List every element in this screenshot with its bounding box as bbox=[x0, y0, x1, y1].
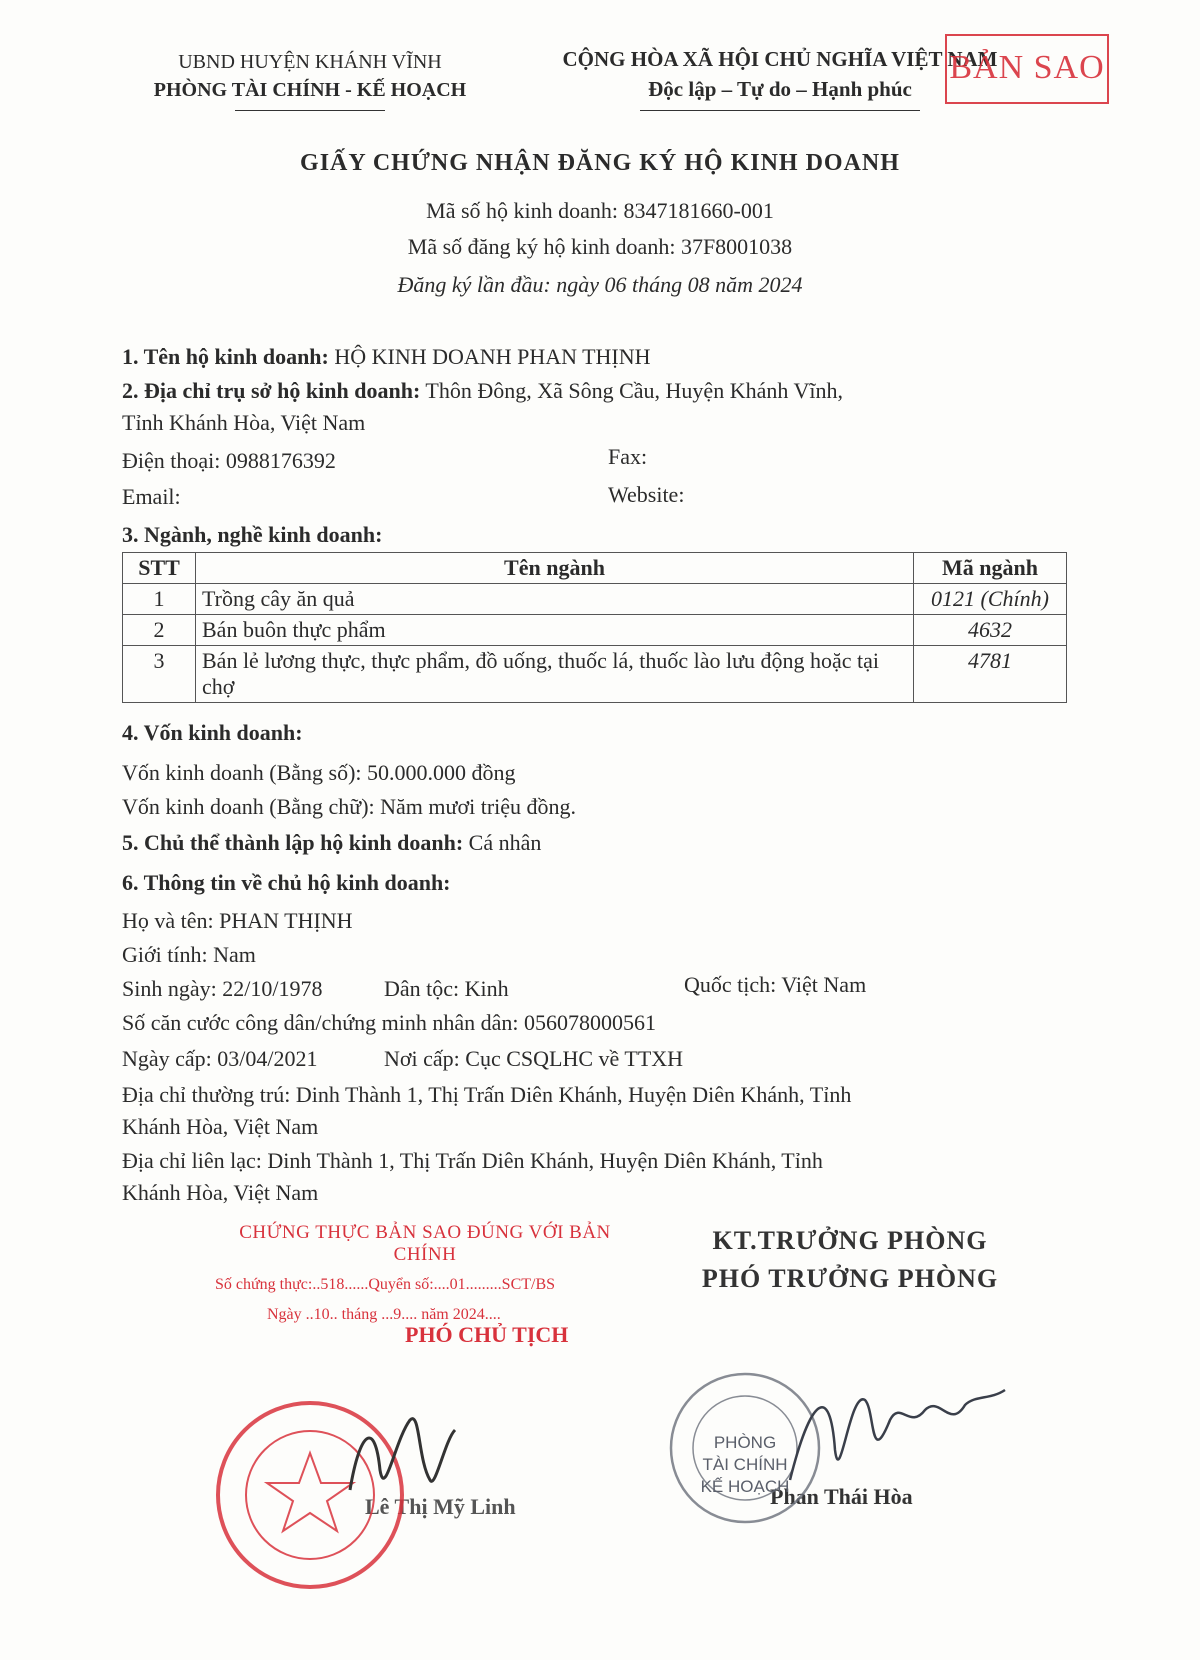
capital-words: Vốn kinh doanh (Bằng chữ): Năm mươi triệu đồng. bbox=[122, 794, 577, 819]
section-2 bbox=[122, 374, 843, 408]
owner-ethnic: Dân tộc: Kinh bbox=[384, 976, 509, 1001]
certifier-signature bbox=[340, 1400, 460, 1510]
id-issue-date: Ngày cấp: 03/04/2021 bbox=[122, 1046, 318, 1071]
signer-position: PHÓ TRƯỞNG PHÒNG bbox=[701, 1264, 999, 1293]
website: Website: bbox=[608, 482, 685, 507]
certification-number: Số chứng thực:..518......Quyển số:....01.........SCT/BS bbox=[215, 1276, 556, 1293]
capital-number: Vốn kinh doanh (Bằng số): 50.000.000 đồng bbox=[122, 760, 516, 785]
permanent-address-2: Khánh Hòa, Việt Nam bbox=[122, 1114, 319, 1139]
owner-dob: Sinh ngày: 22/10/1978 bbox=[122, 976, 323, 1001]
national-motto: Độc lập – Tự do – Hạnh phúc bbox=[648, 77, 912, 101]
col-ma-nganh: Mã ngành bbox=[914, 553, 1067, 584]
id-issue-place: Nơi cấp: Cục CSQLHC về TTXH bbox=[384, 1046, 684, 1071]
certifier-position: PHÓ CHỦ TỊCH bbox=[405, 1322, 569, 1347]
section-1 bbox=[122, 340, 651, 374]
section-5 bbox=[122, 826, 541, 860]
founder-type: Cá nhân bbox=[468, 830, 542, 855]
owner-name: Họ và tên: PHAN THỊNH bbox=[122, 908, 353, 933]
signer-signature bbox=[780, 1360, 1010, 1500]
seal-line: KẾ HOẠCH bbox=[700, 1477, 790, 1496]
row-code: 4781 bbox=[914, 646, 1067, 703]
contact-address-2: Khánh Hòa, Việt Nam bbox=[122, 1180, 319, 1205]
business-code: Mã số hộ kinh doanh: 8347181660-001 bbox=[426, 198, 774, 223]
table-row bbox=[123, 615, 1067, 646]
signer-name: Phan Thái Hòa bbox=[770, 1484, 913, 1509]
motto-underline bbox=[640, 110, 920, 111]
registration-code: Mã số đăng ký hộ kinh doanh: 37F8001038 bbox=[407, 234, 793, 259]
copy-stamp: BẢN SAO bbox=[945, 34, 1109, 104]
signer-authority: KT.TRƯỞNG PHÒNG bbox=[712, 1226, 988, 1255]
contact-address-1: Địa chỉ liên lạc: Dinh Thành 1, Thị Trấn Diên Khánh, Huyện Diên Khánh, Tỉnh bbox=[122, 1148, 823, 1173]
issuer-header bbox=[100, 48, 520, 111]
section-3-label: 3. Ngành, nghề kinh doanh: bbox=[122, 522, 383, 547]
owner-nationality: Quốc tịch: Việt Nam bbox=[684, 972, 867, 997]
col-ten-nganh: Tên ngành bbox=[196, 553, 914, 584]
row-code: 0121 (Chính) bbox=[914, 584, 1067, 615]
business-lines-table bbox=[122, 552, 1067, 703]
table-row bbox=[123, 646, 1067, 703]
certification-date: Ngày ..10.. tháng ...9.... năm 2024.... bbox=[267, 1306, 501, 1323]
row-name: Bán lẻ lương thực, thực phẩm, đồ uống, thuốc lá, thuốc lào lưu động hoặc tại chợ bbox=[196, 646, 914, 703]
issuer-district: UBND HUYỆN KHÁNH VĨNH bbox=[178, 51, 442, 73]
section-5-label: 5. Chủ thể thành lập hộ kinh doanh: bbox=[122, 830, 464, 855]
issuer-underline bbox=[235, 110, 385, 111]
section-1-label: 1. Tên hộ kinh doanh: bbox=[122, 344, 329, 369]
owner-gender: Giới tính: Nam bbox=[122, 942, 256, 967]
address-line-1: Thôn Đông, Xã Sông Cầu, Huyện Khánh Vĩnh, bbox=[425, 378, 843, 403]
email: Email: bbox=[122, 484, 181, 509]
fax: Fax: bbox=[608, 444, 648, 469]
first-registration-date: Đăng ký lần đầu: ngày 06 tháng 08 năm 2024 bbox=[397, 272, 803, 297]
seal-line: TÀI CHÍNH bbox=[702, 1455, 788, 1474]
national-name: CỘNG HÒA XÃ HỘI CHỦ NGHĨA VIỆT NAM bbox=[562, 47, 998, 71]
section-6-label: 6. Thông tin về chủ hộ kinh doanh: bbox=[122, 870, 451, 895]
section-2-label: 2. Địa chỉ trụ sở hộ kinh doanh: bbox=[122, 378, 421, 403]
owner-id: Số căn cước công dân/chứng minh nhân dân: 056078000561 bbox=[122, 1010, 657, 1035]
permanent-address-1: Địa chỉ thường trú: Dinh Thành 1, Thị Trấn Diên Khánh, Huyện Diên Khánh, Tỉnh bbox=[122, 1082, 852, 1107]
table-header-row bbox=[123, 553, 1067, 584]
row-name: Bán buôn thực phẩm bbox=[196, 615, 914, 646]
certifier-name: Lê Thị Mỹ Linh bbox=[365, 1494, 516, 1519]
issuer-office: PHÒNG TÀI CHÍNH - KẾ HOẠCH bbox=[153, 79, 467, 101]
phone: Điện thoại: 0988176392 bbox=[122, 448, 336, 473]
certification-block bbox=[215, 1222, 635, 1519]
business-name: HỘ KINH DOANH PHAN THỊNH bbox=[334, 344, 651, 369]
address-line-2: Tỉnh Khánh Hòa, Việt Nam bbox=[122, 410, 366, 435]
certification-heading: CHỨNG THỰC BẢN SAO ĐÚNG VỚI BẢN CHÍNH bbox=[239, 1222, 611, 1265]
document-title: GIẤY CHỨNG NHẬN ĐĂNG KÝ HỘ KINH DOANH bbox=[300, 150, 900, 176]
row-stt: 1 bbox=[123, 584, 196, 615]
row-stt: 2 bbox=[123, 615, 196, 646]
section-4-label: 4. Vốn kinh doanh: bbox=[122, 720, 303, 745]
row-stt: 3 bbox=[123, 646, 196, 703]
table-row bbox=[123, 584, 1067, 615]
seal-line: PHÒNG bbox=[713, 1433, 777, 1452]
col-stt: STT bbox=[123, 553, 196, 584]
row-name: Trồng cây ăn quả bbox=[196, 584, 914, 615]
row-code: 4632 bbox=[914, 615, 1067, 646]
